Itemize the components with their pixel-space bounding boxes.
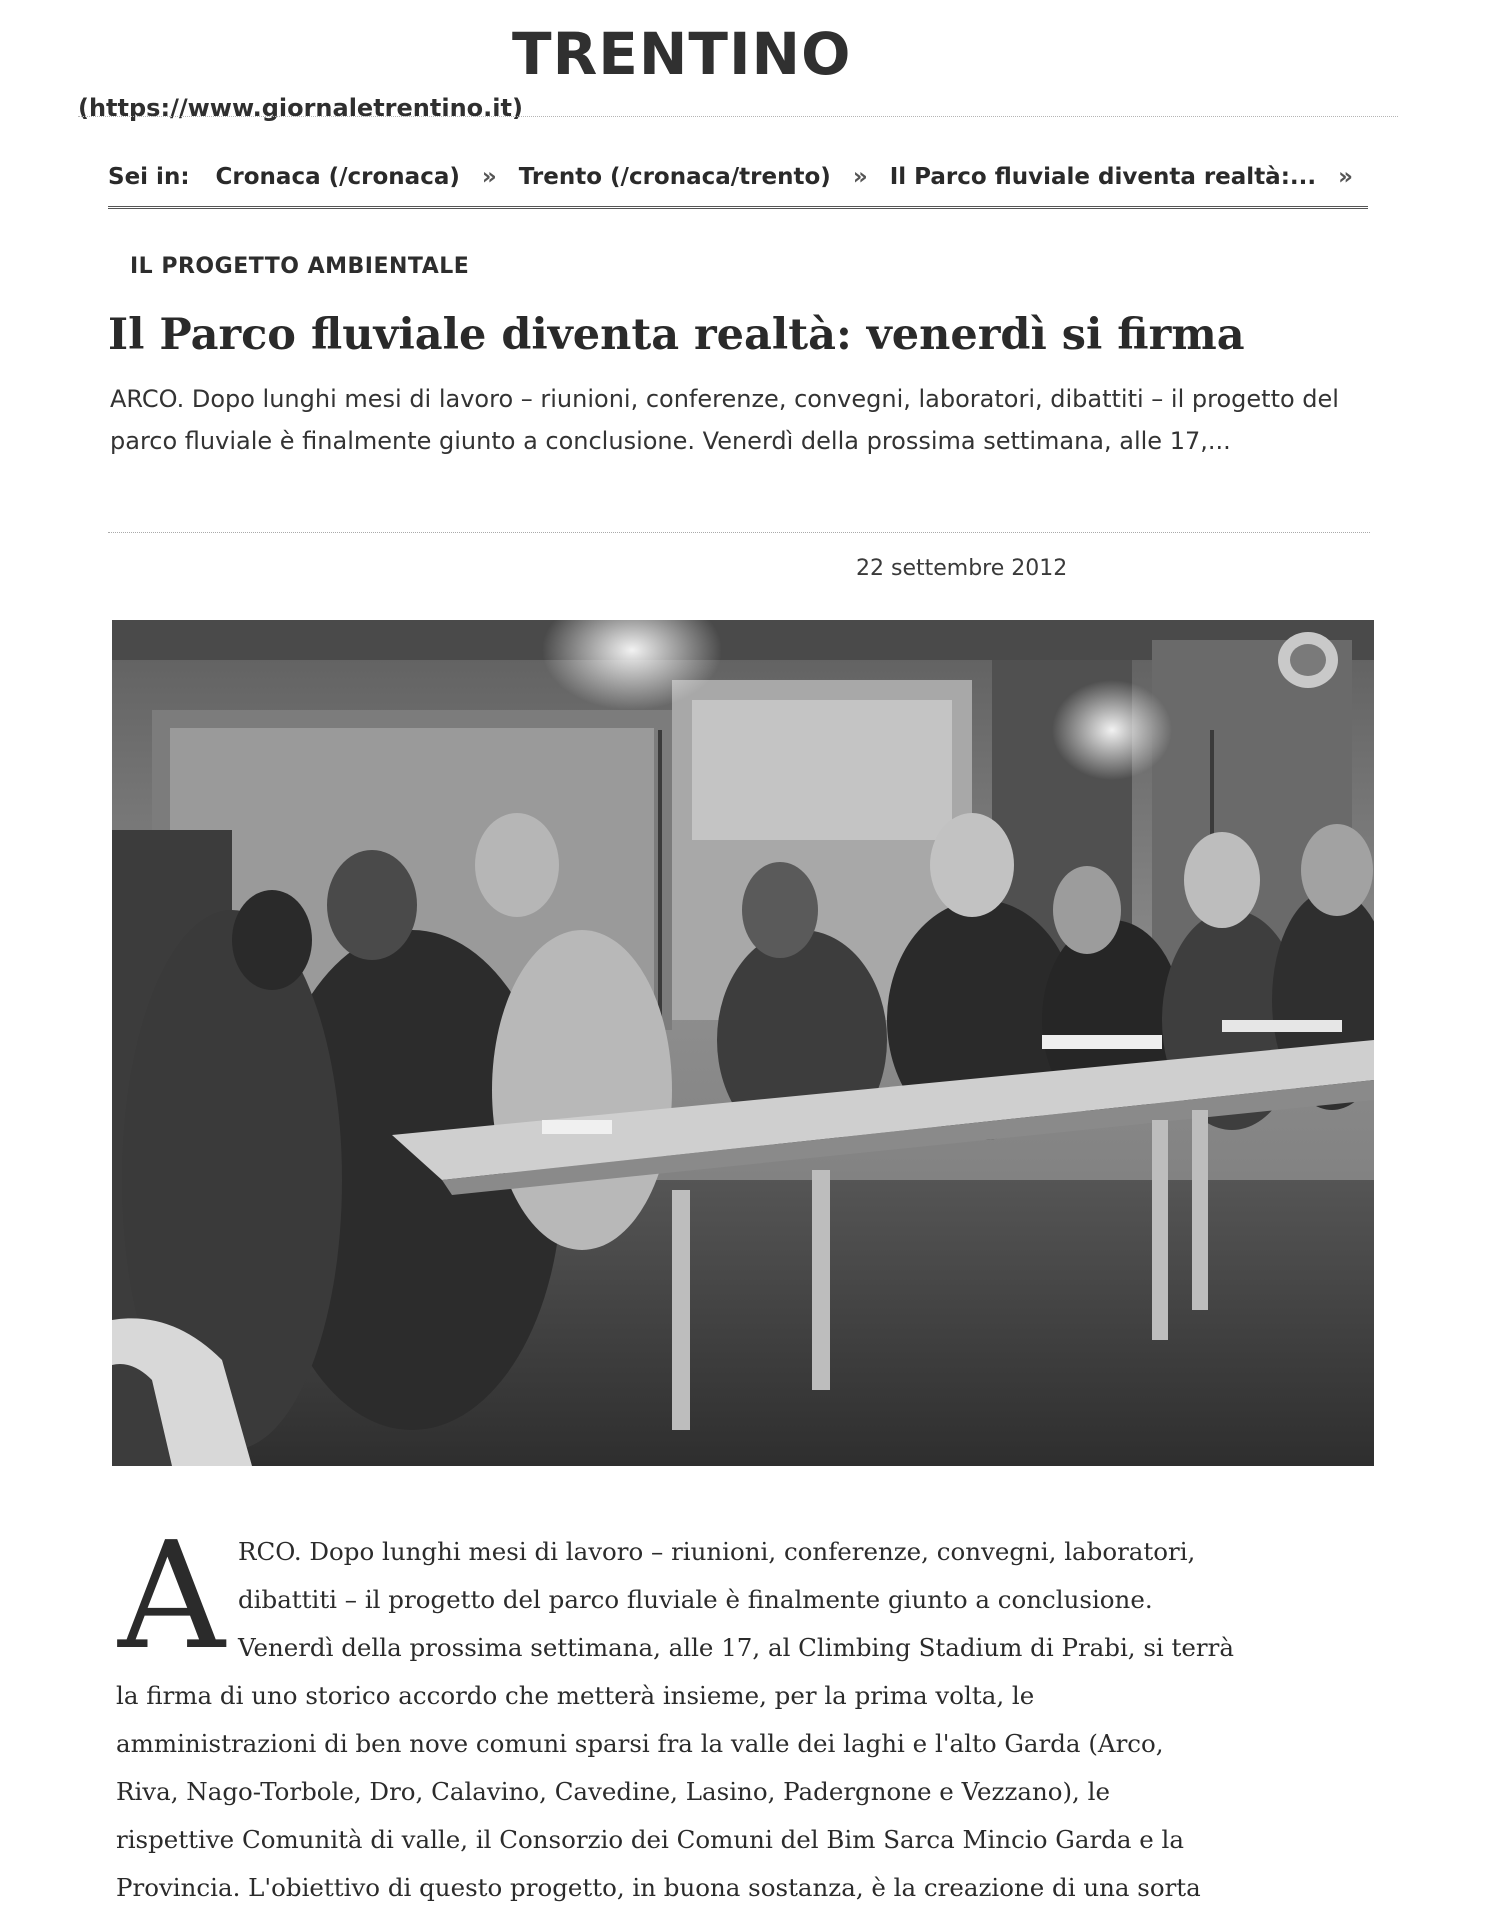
masthead-logo[interactable]: TRENTINO [512, 20, 852, 88]
article-body-line: Riva, Nago-Torbole, Dro, Calavino, Cavedine, Lasino, Padergnone e Vezzano), le [116, 1777, 1110, 1806]
article-body-line: dibattiti – il progetto del parco fluviale è finalmente giunto a conclusione. [238, 1585, 1153, 1614]
article-body [116, 1528, 1386, 1912]
article-kicker: IL PROGETTO AMBIENTALE [130, 254, 470, 279]
article-summary: ARCO. Dopo lunghi mesi di lavoro – riunioni, conferenze, convegni, laboratori, dibattiti – il progetto del parco fluviale è finalmente giunto a conclusione. Venerdì della prossima settimana, alle 17,... [110, 385, 1339, 455]
article-date: 22 settembre 2012 [856, 556, 1068, 581]
breadcrumb-separator: » [481, 164, 497, 190]
site-url-link[interactable]: (https://www.giornaletrentino.it) [78, 94, 523, 122]
breadcrumb-item-trento[interactable]: Trento (/cronaca/trento) [518, 164, 831, 190]
article-body-line: RCO. Dopo lunghi mesi di lavoro – riunioni, conferenze, convegni, laboratori, [238, 1537, 1196, 1566]
article-dropcap: A [118, 1510, 225, 1682]
breadcrumb-lead: Sei in: [108, 164, 190, 190]
article-body-line: Provincia. L'obiettivo di questo progetto, in buona sostanza, è la creazione di una sorta [116, 1873, 1201, 1902]
breadcrumb-separator: » [1338, 164, 1353, 190]
breadcrumb-divider [108, 206, 1368, 209]
article-body-line: Venerdì della prossima settimana, alle 17, al Climbing Stadium di Prabi, si terrà [238, 1633, 1234, 1662]
article-body-line: amministrazioni di ben nove comuni sparsi fra la valle dei laghi e l'alto Garda (Arco, [116, 1729, 1164, 1758]
breadcrumb-item-cronaca[interactable]: Cronaca (/cronaca) [215, 164, 460, 190]
header-divider [78, 116, 1398, 117]
summary-divider [108, 532, 1370, 533]
article-headline: Il Parco fluviale diventa realtà: venerdì si firma [108, 310, 1245, 360]
article-body-line: la firma di uno storico accordo che metterà insieme, per la prima volta, le [116, 1681, 1035, 1710]
breadcrumb-separator: » [852, 164, 868, 190]
article-body-line: rispettive Comunità di valle, il Consorzio dei Comuni del Bim Sarca Mincio Garda e la [116, 1825, 1184, 1854]
breadcrumb [108, 164, 1367, 190]
breadcrumb-item-current[interactable]: Il Parco fluviale diventa realtà:... [889, 164, 1317, 190]
article-photo [112, 620, 1374, 1466]
